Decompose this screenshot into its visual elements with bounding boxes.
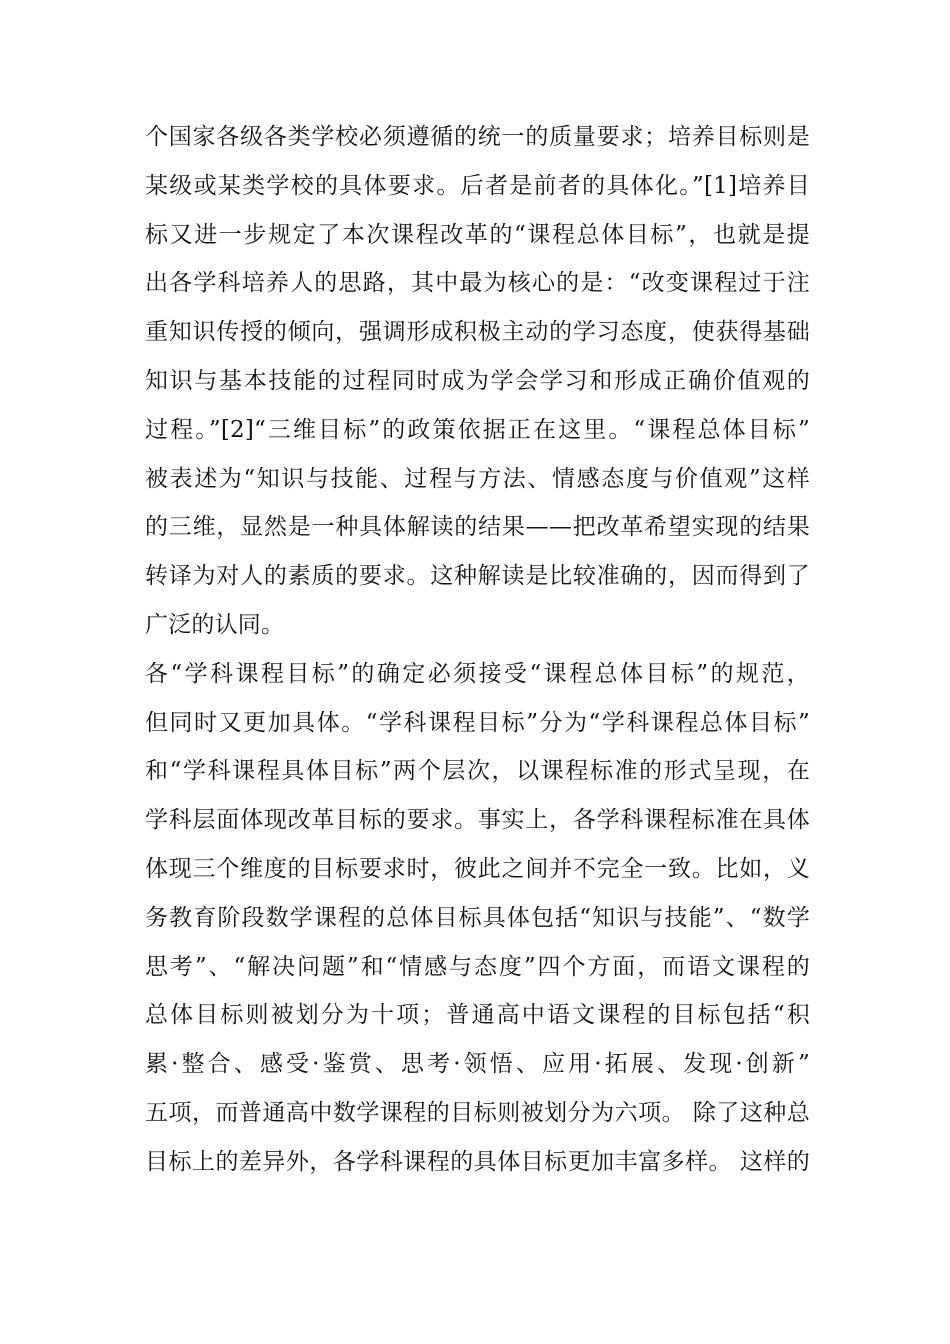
text-line: 五项，而普通高中数学课程的目标则被划分为六项。 除了这种总	[145, 1099, 810, 1126]
text-line: 务教育阶段数学课程的总体目标具体包括“知识与技能”、“数学	[145, 904, 810, 931]
text-line: 广泛的认同。	[145, 611, 285, 638]
text-line: 出各学科培养人的思路，其中最为核心的是：“改变课程过于注	[145, 270, 810, 297]
text-line: 和“学科课程具体目标”两个层次，以课程标准的形式呈现，在	[145, 758, 810, 785]
text-line: 目标上的差异外，各学科课程的具体目标更加丰富多样。 这样的	[145, 1148, 810, 1175]
text-line: 各“学科课程目标”的确定必须接受“课程总体目标”的规范，	[145, 660, 810, 687]
text-line: 某级或某类学校的具体要求。后者是前者的具体化。”[1]培养目	[145, 172, 810, 199]
text-line: 过程。”[2]“三维目标”的政策依据正在这里。“课程总体目标”	[145, 416, 810, 443]
text-line: 学科层面体现改革目标的要求。事实上，各学科课程标准在具体	[145, 807, 810, 834]
text-line: 个国家各级各类学校必须遵循的统一的质量要求；培养目标则是	[145, 124, 810, 150]
text-line: 的三维，显然是一种具体解读的结果——把改革希望实现的结果	[145, 514, 810, 541]
text-line: 知识与基本技能的过程同时成为学会学习和形成正确价值观的	[145, 367, 810, 394]
text-line: 总体目标则被划分为十项；普通高中语文课程的目标包括“积	[145, 1002, 810, 1029]
text-line: 但同时又更加具体。“学科课程目标”分为“学科课程总体目标”	[145, 709, 810, 736]
text-line: 转译为对人的素质的要求。这种解读是比较准确的，因而得到了	[145, 563, 810, 590]
text-line: 被表述为“知识与技能、过程与方法、情感态度与价值观”这样	[145, 465, 810, 492]
text-line: 思考”、“解决问题”和“情感与态度”四个方面，而语文课程的	[145, 953, 810, 980]
body-text	[145, 113, 810, 1187]
text-line: 体现三个维度的目标要求时，彼此之间并不完全一致。比如，义	[145, 855, 810, 882]
text-line: 累·整合、感受·鉴赏、思考·领悟、应用·拓展、发现·创新”	[145, 1051, 810, 1078]
text-line: 标又进一步规定了本次课程改革的“课程总体目标”，也就是提	[145, 221, 810, 248]
text-line: 重知识传授的倾向，强调形成积极主动的学习态度，使获得基础	[145, 319, 810, 346]
